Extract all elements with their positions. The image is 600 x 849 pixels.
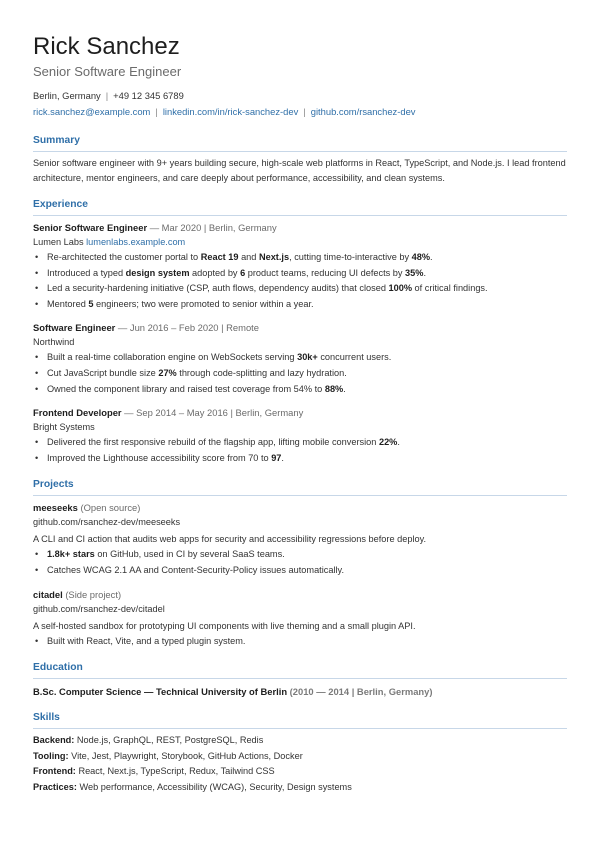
contact-line-2 <box>33 104 567 119</box>
job-role: Senior Software Engineer <box>33 222 148 233</box>
job-entry <box>33 405 567 466</box>
skill-label: Backend: <box>33 735 75 746</box>
experience-list <box>33 220 567 466</box>
bullet-highlight: 22% <box>378 437 398 448</box>
company-name: Lumen Labs <box>33 237 84 247</box>
bullet-text: . <box>281 452 284 463</box>
bullet-text: engineers; two were promoted to senior within a year. <box>93 298 314 309</box>
bullet-text: . <box>423 267 426 278</box>
skill-value: React, Next.js, TypeScript, Redux, Tailwind CSS <box>78 766 275 777</box>
bullet-highlight: 100% <box>388 283 412 294</box>
bullet-highlight: 6 <box>240 267 246 278</box>
job-meta: — Mar 2020 | Berlin, Germany <box>149 222 277 233</box>
skill-row <box>33 749 567 765</box>
section-title-projects: Projects <box>33 478 567 496</box>
company-name: Northwind <box>33 337 75 348</box>
project-entry <box>33 587 567 650</box>
contact-separator: | <box>155 106 158 117</box>
project-type: (Open source) <box>80 502 141 514</box>
bullet-text: Improved the Lighthouse accessibility score from 70 to <box>47 452 272 463</box>
bullet-text: . <box>343 383 346 394</box>
bullet-text: Catches WCAG 2.1 AA and Content-Security-Policy issues automatically. <box>47 564 345 575</box>
company-name: Bright Systems <box>33 422 95 433</box>
section-title-summary: Summary <box>33 134 567 152</box>
bullet-highlight: Next.js <box>258 252 290 262</box>
candidate-title: Senior Software Engineer <box>33 64 182 79</box>
bullet-list <box>33 250 567 312</box>
bullet-list <box>33 435 567 466</box>
candidate-name: Rick Sanchez <box>33 33 180 60</box>
bullet-highlight: 30k+ <box>297 352 318 363</box>
project-name: meeseeks <box>33 502 78 514</box>
bullet-highlight: 27% <box>158 367 177 378</box>
bullet-highlight: 88% <box>324 383 344 394</box>
skills-section <box>33 711 567 795</box>
education-meta: (2010 — 2014 | Berlin, Germany) <box>289 686 433 698</box>
section-title-experience: Experience <box>33 198 567 216</box>
bullet-text: , cutting time-to-interactive by <box>289 252 412 262</box>
bullet-text: Built a real-time collaboration engine on WebSockets serving <box>47 352 298 363</box>
company-line <box>33 335 567 350</box>
skill-value: Vite, Jest, Playwright, Storybook, GitHub Actions, Docker <box>71 750 303 761</box>
bullet-text: Delivered the first responsive rebuild of the flagship app, lifting mobile conversion <box>47 437 379 448</box>
bullet-text: . <box>397 437 400 448</box>
skills-list <box>33 733 567 795</box>
bullet-highlight: 97 <box>271 452 282 463</box>
job-meta: — Jun 2016 – Feb 2020 | Remote <box>117 322 259 334</box>
bullet-item <box>33 250 567 266</box>
bullet-text: Introduced a typed <box>47 267 126 278</box>
section-title-education: Education <box>33 661 567 679</box>
bullet-item <box>33 382 567 398</box>
projects-list <box>33 500 567 649</box>
project-header <box>33 587 567 602</box>
bullet-text: Mentored <box>47 298 89 309</box>
bullet-item <box>33 366 567 382</box>
phone-text: +49 12 345 6789 <box>113 90 184 101</box>
skill-label: Tooling: <box>33 750 69 761</box>
bullet-text: adopted by <box>189 267 241 278</box>
job-role: Software Engineer <box>33 322 116 334</box>
summary-section <box>33 134 567 186</box>
job-entry <box>33 220 567 312</box>
bullet-text: Re-architected the customer portal to <box>47 252 201 262</box>
project-header <box>33 500 567 515</box>
project-name: citadel <box>33 588 63 600</box>
project-entry <box>33 500 567 578</box>
job-header <box>33 220 567 235</box>
section-title-skills: Skills <box>33 711 567 729</box>
bullet-list <box>33 547 567 578</box>
bullet-item <box>33 435 567 451</box>
bullet-text: Owned the component library and raised test coverage from 54% to <box>47 383 325 394</box>
skill-row <box>33 764 567 780</box>
email-link[interactable]: rick.sanchez@example.com <box>33 106 151 117</box>
bullet-text: . <box>430 252 433 262</box>
contact-line-1 <box>33 88 567 103</box>
bullet-text: product teams, reducing UI defects by <box>245 267 406 278</box>
company-line <box>33 235 567 250</box>
bullet-item <box>33 547 567 563</box>
project-description: A self-hosted sandbox for prototyping UI components with live theming and a small plugin API. <box>33 620 416 631</box>
skill-row <box>33 733 567 749</box>
bullet-text: on GitHub, used in CI by several SaaS teams. <box>94 549 285 560</box>
company-link[interactable]: lumenlabs.example.com <box>86 237 186 247</box>
bullet-item <box>33 451 567 467</box>
job-header <box>33 320 567 335</box>
bullet-item <box>33 281 567 297</box>
project-link[interactable]: github.com/rsanchez-dev/meeseeks <box>33 517 181 528</box>
projects-section <box>33 478 567 649</box>
degree-text: B.Sc. Computer Science — Technical University of Berlin <box>33 686 288 698</box>
resume-header <box>33 33 567 119</box>
education-entry <box>33 684 567 699</box>
bullet-item <box>33 634 567 650</box>
bullet-highlight: design system <box>125 267 190 278</box>
bullet-highlight: 1.8k+ stars <box>47 549 95 560</box>
skill-label: Frontend: <box>33 766 76 777</box>
bullet-item <box>33 563 567 579</box>
bullet-list <box>33 350 567 397</box>
bullet-highlight: React 19 <box>200 252 239 262</box>
bullet-list <box>33 634 567 650</box>
job-meta: — Sep 2014 – May 2016 | Berlin, Germany <box>124 407 304 419</box>
job-role: Frontend Developer <box>33 407 122 419</box>
contact-separator: | <box>303 106 306 117</box>
location-text: Berlin, Germany <box>33 90 101 101</box>
skill-value: Node.js, GraphQL, REST, PostgreSQL, Redis <box>76 735 264 746</box>
project-link[interactable]: github.com/rsanchez-dev/citadel <box>33 603 165 614</box>
education-section <box>33 661 567 699</box>
summary-text: Senior software engineer with 9+ years building secure, high-scale web platforms in React, TypeScript, and Node.js. I lead frontend architecture, mentor engineers, and care deeply about performance, accessibility, and clean systems. <box>33 158 566 183</box>
project-type: (Side project) <box>65 588 122 600</box>
skill-row <box>33 780 567 796</box>
bullet-text: concurrent users. <box>317 352 392 363</box>
bullet-text: Built with React, Vite, and a typed plugin system. <box>47 635 246 646</box>
bullet-item <box>33 266 567 282</box>
bullet-highlight: 5 <box>88 298 94 309</box>
skill-label: Practices: <box>33 781 77 792</box>
bullet-text: and <box>238 252 259 262</box>
skill-value: Web performance, Accessibility (WCAG), Security, Design systems <box>79 781 352 792</box>
linkedin-link[interactable]: linkedin.com/in/rick-sanchez-dev <box>162 106 299 117</box>
bullet-text: Led a security-hardening initiative (CSP, auth flows, dependency audits) that closed <box>47 283 389 294</box>
bullet-highlight: 48% <box>411 252 431 262</box>
bullet-text: through code-splitting and lazy hydration. <box>176 367 347 378</box>
bullet-text: Cut JavaScript bundle size <box>47 367 159 378</box>
bullet-highlight: 35% <box>405 267 424 278</box>
bullet-item <box>33 297 567 313</box>
github-link[interactable]: github.com/rsanchez-dev <box>310 106 416 117</box>
company-line <box>33 420 567 435</box>
bullet-item <box>33 350 567 366</box>
job-entry <box>33 320 567 397</box>
project-description: A CLI and CI action that audits web apps for security and accessibility regressions before deploy. <box>33 534 427 545</box>
contact-separator: | <box>105 90 109 101</box>
experience-section <box>33 198 567 466</box>
job-header <box>33 405 567 420</box>
bullet-text: of critical findings. <box>412 283 488 294</box>
